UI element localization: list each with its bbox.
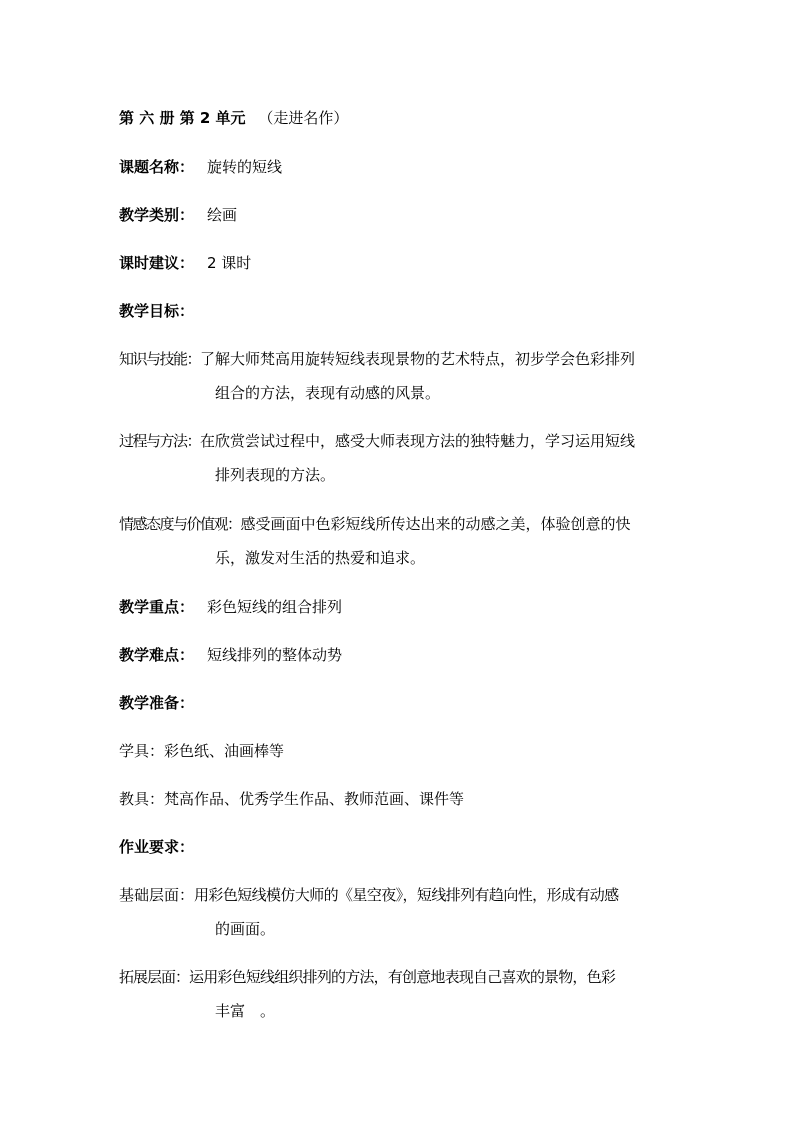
key-point-label: 教学重点：	[119, 598, 195, 616]
lesson-category-value: 绘画	[207, 206, 238, 224]
preparation-heading: 教学准备：	[119, 694, 195, 712]
document-header	[119, 108, 348, 128]
homework-extended	[119, 967, 615, 987]
lesson-category-row	[119, 205, 237, 225]
objective-knowledge	[119, 349, 635, 369]
objective-knowledge-line1: 了解大师梵高用旋转短线表现景物的艺术特点，初步学会色彩排列	[200, 350, 636, 368]
objective-process-line2: 排列表现的方法。	[215, 466, 336, 484]
homework-extended-line2: 丰富 。	[215, 1002, 276, 1020]
objective-knowledge-label: 知识与技能：	[119, 350, 201, 368]
objective-emotion-line1: 感受画面中色彩短线所传达出来的动感之美，体验创意的快	[240, 515, 631, 533]
lesson-title-label: 课题名称：	[119, 158, 195, 176]
teacher-tools: 教具：梵高作品、优秀学生作品、教师范画、课件等	[119, 790, 465, 808]
lesson-title-row	[119, 157, 282, 177]
objective-knowledge-line2: 组合的方法，表现有动感的风景。	[215, 384, 441, 402]
homework-extended-line1: 运用彩色短线组织排列的方法，有创意地表现自己喜欢的景物，色彩	[189, 968, 616, 986]
homework-basic-line2: 的画面。	[215, 920, 276, 938]
objective-process-label: 过程与方法：	[119, 432, 201, 450]
lesson-category-label: 教学类别：	[119, 206, 195, 224]
objectives-heading: 教学目标：	[119, 302, 195, 320]
homework-extended-label: 拓展层面：	[119, 968, 190, 986]
objective-process-line1: 在欣赏尝试过程中，感受大师表现方法的独特魅力，学习运用短线	[200, 432, 636, 450]
difficulty-label: 教学难点：	[119, 646, 195, 664]
difficulty-row	[119, 645, 342, 665]
homework-heading: 作业要求：	[119, 838, 195, 856]
key-point-value: 彩色短线的组合排列	[207, 598, 343, 616]
homework-basic-line1: 用彩色短线模仿大师的《星空夜》，短线排列有趋向性，形成有动感	[194, 886, 619, 904]
objective-process	[119, 431, 635, 451]
objective-emotion-label: 情感态度与价值观：	[119, 515, 241, 533]
lesson-title-value: 旋转的短线	[207, 158, 283, 176]
student-tools: 学具：彩色纸、油画棒等	[119, 742, 285, 760]
homework-basic-label: 基础层面：	[119, 886, 195, 904]
objective-emotion-line2: 乐，激发对生活的热爱和追求。	[215, 549, 426, 567]
lesson-hours-label: 课时建议：	[119, 254, 195, 272]
homework-basic	[119, 885, 619, 905]
lesson-hours-row	[119, 253, 251, 273]
unit-theme: （走进名作）	[258, 109, 349, 127]
difficulty-value: 短线排列的整体动势	[207, 646, 343, 664]
volume-unit: 第 六 册 第 2 单元	[119, 109, 246, 127]
key-point-row	[119, 597, 342, 617]
objective-emotion	[119, 514, 631, 534]
lesson-hours-value: 2 课时	[207, 254, 252, 272]
